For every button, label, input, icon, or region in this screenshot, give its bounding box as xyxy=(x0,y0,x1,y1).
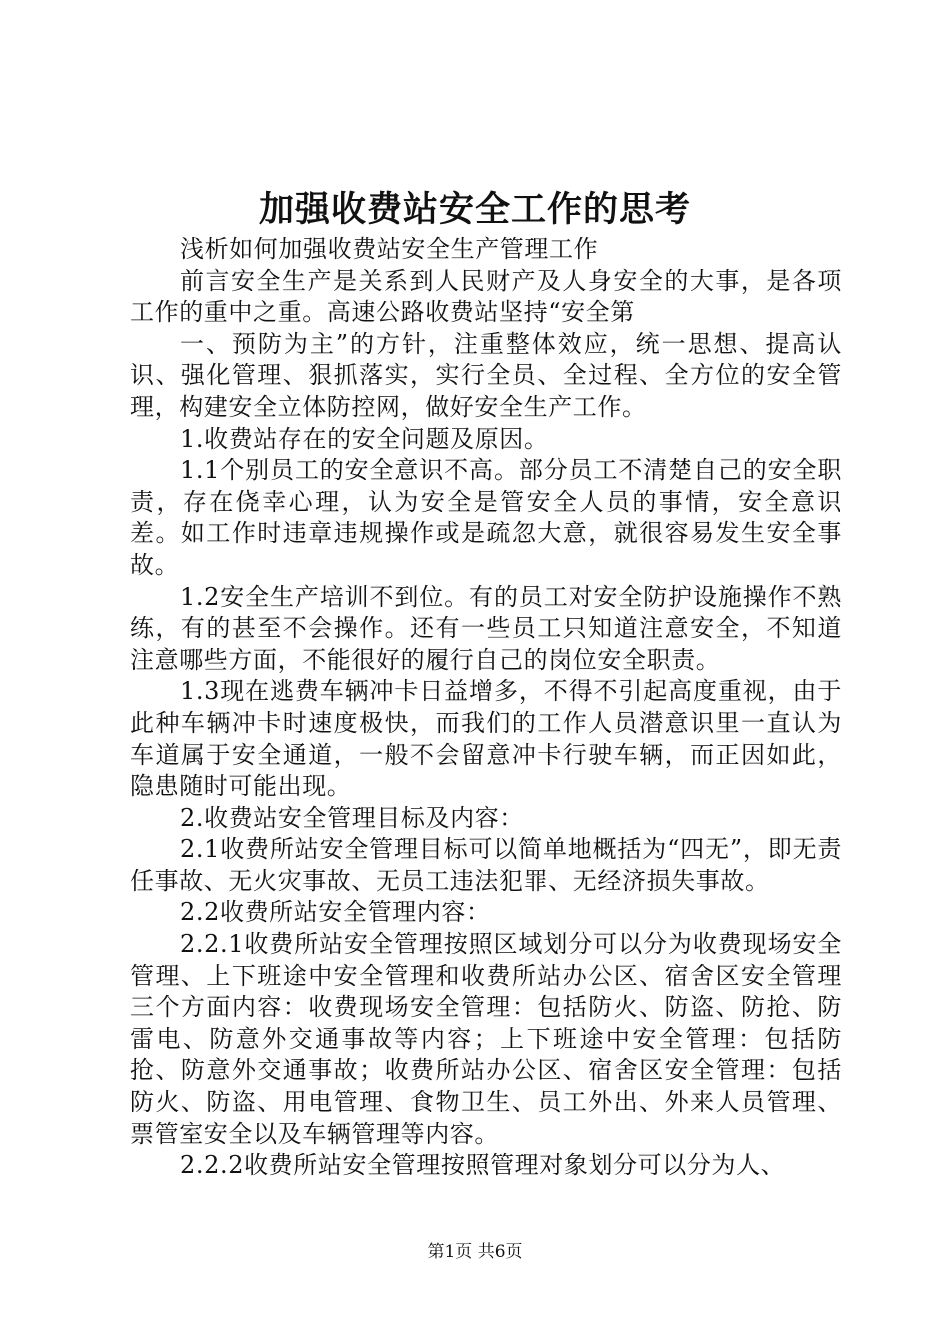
paragraph: 1.2安全生产培训不到位。有的员工对安全防护设施操作不熟练，有的甚至不会操作。还有一些员工只知道注意安全，不知道注意哪些方面，不能很好的履行自己的岗位安全职责。 xyxy=(130,582,842,674)
paragraph: 2.2.1收费所站安全管理按照区域划分可以分为收费现场安全管理、上下班途中安全管理和收费所站办公区、宿舍区安全管理三个方面内容：收费现场安全管理：包括防火、防盗、防抢、防雷电、防意外交通事故等内容；上下班途中安全管理：包括防抢、防意外交通事故；收费所站办公区、宿舍区安全管理：包括防火、防盗、用电管理、食物卫生、员工外出、外来人员管理、票管室安全以及车辆管理等内容。 xyxy=(130,930,842,1148)
paragraph: 1.1个别员工的安全意识不高。部分员工不清楚自己的安全职责，存在侥幸心理，认为安全是管安全人员的事情，安全意识差。如工作时违章违规操作或是疏忽大意，就很容易发生安全事故。 xyxy=(130,456,842,579)
paragraph: 1.3现在逃费车辆冲卡日益增多，不得不引起高度重视，由于此种车辆冲卡时速度极快，而我们的工作人员潜意识里一直认为车道属于安全通道，一般不会留意冲卡行驶车辆，而正因如此，隐患随时可能出现。 xyxy=(130,677,842,801)
document-title: 加强收费站安全工作的思考 xyxy=(258,189,691,230)
paragraph: 2.1收费所站安全管理目标可以简单地概括为“四无”，即无责任事故、无火灾事故、无员工违法犯罪、无经济损失事故。 xyxy=(130,835,842,895)
paragraph: 2.2收费所站安全管理内容： xyxy=(180,898,491,927)
paragraph: 2.收费站安全管理目标及内容： xyxy=(180,803,524,832)
paragraph: 浅析如何加强收费站安全生产管理工作 xyxy=(180,235,599,263)
paragraph: 前言安全生产是关系到人民财产及人身安全的大事，是各项工作的重中之重。高速公路收费站坚持“安全第 xyxy=(130,266,842,327)
document-body xyxy=(130,234,842,1182)
page-footer: 第1页 共6页 xyxy=(427,1242,523,1262)
paragraph: 2.2.2收费所站安全管理按照管理对象划分可以分为人、 xyxy=(180,1151,786,1180)
paragraph: 一、预防为主”的方针，注重整体效应，统一思想、提高认识、强化管理、狠抓落实，实行全员、全过程、全方位的安全管理，构建安全立体防控网，做好安全生产工作。 xyxy=(130,329,842,421)
paragraph: 1.收费站存在的安全问题及原因。 xyxy=(180,424,549,453)
